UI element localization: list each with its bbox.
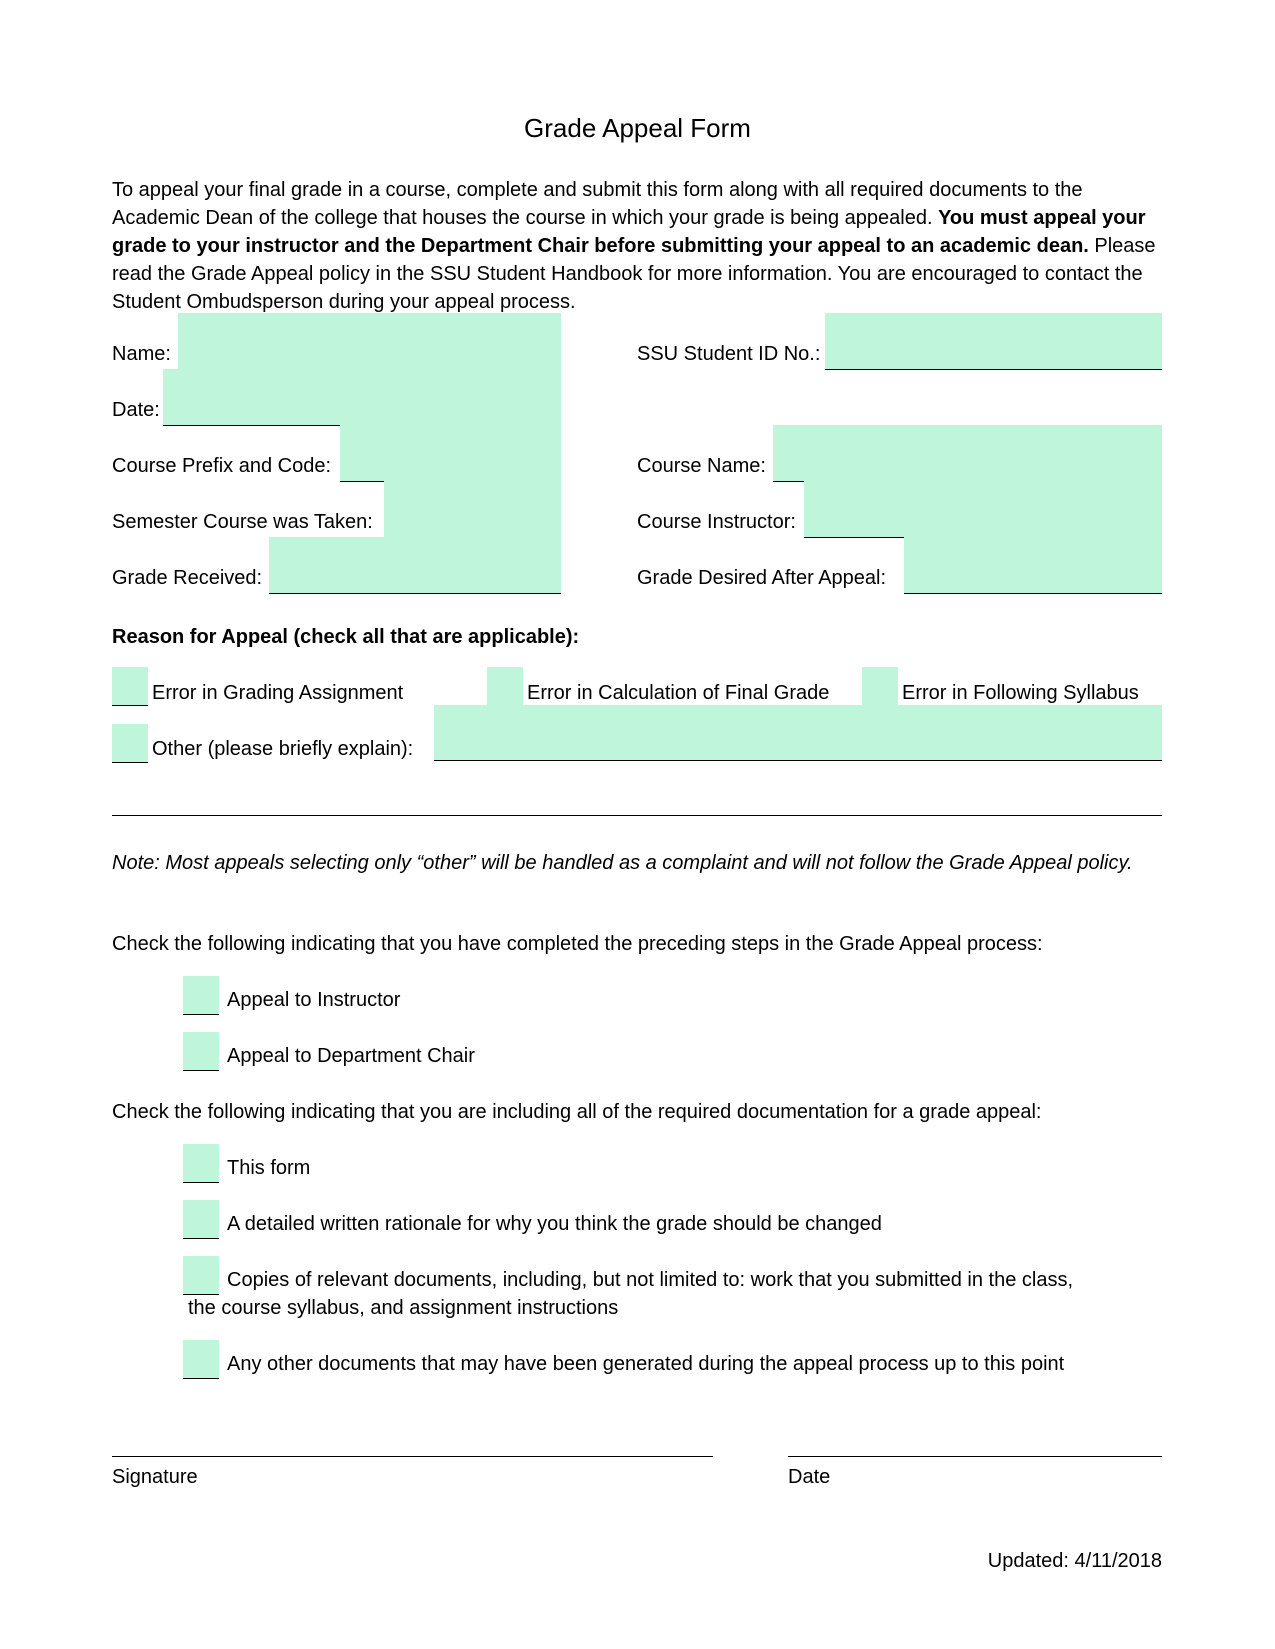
course-name-field[interactable] (773, 425, 1162, 482)
date-field[interactable] (163, 369, 561, 426)
checkbox-calculation-final-grade[interactable] (487, 667, 523, 706)
step-appeal-instructor: Appeal to Instructor (227, 989, 401, 1011)
semester-label: Semester Course was Taken: (112, 511, 373, 533)
student-id-field[interactable] (825, 313, 1162, 370)
intro-bold-text: You must appeal your grade to your instructor and the Department Chair before submitting your appeal to an academic dean. (112, 207, 1146, 257)
checkbox-grading-assignment[interactable] (112, 667, 148, 706)
date-label: Date: (112, 399, 160, 421)
checkbox-other[interactable] (112, 724, 148, 763)
doc-relevant-documents: Copies of relevant documents, including, but not limited to: work that you submitted in the class, (227, 1269, 1073, 1291)
instructor-field[interactable] (804, 481, 1162, 538)
step-appeal-department-chair: Appeal to Department Chair (227, 1045, 475, 1067)
grade-received-label: Grade Received: (112, 567, 263, 589)
checkbox-appeal-department-chair[interactable] (183, 1032, 219, 1071)
doc-this-form: This form (227, 1157, 311, 1179)
signature-date-label: Date (788, 1466, 831, 1488)
doc-other-documents: Any other documents that may have been generated during the appeal process up to this point (227, 1353, 1065, 1375)
name-field[interactable] (178, 313, 561, 370)
signature-label: Signature (112, 1466, 198, 1488)
checkbox-this-form[interactable] (183, 1144, 219, 1183)
other-explanation-field[interactable] (434, 705, 1162, 761)
reason-option-syllabus: Error in Following Syllabus (902, 682, 1139, 704)
checkbox-relevant-documents[interactable] (183, 1256, 219, 1295)
steps-intro: Check the following indicating that you have completed the preceding steps in the Grade Appeal process: (112, 933, 1043, 955)
intro-text-2: Please read the Grade Appeal policy in the SSU Student Handbook for more information. You are encouraged to contact the Student Ombudsperson during your appeal process. (112, 235, 1156, 313)
docs-intro: Check the following indicating that you are including all of the required documentation for a grade appeal: (112, 1101, 1042, 1123)
signature-date-line[interactable] (788, 1456, 1162, 1457)
course-name-label: Course Name: (637, 455, 766, 477)
course-prefix-field[interactable] (340, 425, 561, 482)
student-id-label: SSU Student ID No.: (637, 343, 821, 365)
intro-paragraph (112, 176, 1172, 316)
checkbox-other-documents[interactable] (183, 1340, 219, 1379)
semester-field[interactable] (384, 481, 561, 538)
reason-option-grading: Error in Grading Assignment (152, 682, 404, 704)
doc-written-rationale: A detailed written rationale for why you think the grade should be changed (227, 1213, 882, 1235)
page-title: Grade Appeal Form (524, 113, 751, 143)
instructor-label: Course Instructor: (637, 511, 796, 533)
grade-received-field[interactable] (269, 537, 561, 594)
checkbox-following-syllabus[interactable] (862, 667, 898, 706)
doc-relevant-documents-cont: the course syllabus, and assignment instructions (188, 1297, 619, 1319)
other-explanation-line-2[interactable] (112, 815, 1162, 816)
reason-heading: Reason for Appeal (check all that are applicable): (112, 626, 580, 648)
note-text: Note: Most appeals selecting only “other” will be handled as a complaint and will not follow the Grade Appeal policy. (112, 852, 1133, 874)
reason-option-other: Other (please briefly explain): (152, 738, 414, 760)
name-label: Name: (112, 343, 171, 365)
signature-line[interactable] (112, 1456, 713, 1457)
checkbox-appeal-instructor[interactable] (183, 976, 219, 1015)
reason-option-calculation: Error in Calculation of Final Grade (527, 682, 830, 704)
grade-desired-label: Grade Desired After Appeal: (637, 567, 887, 589)
course-prefix-label: Course Prefix and Code: (112, 455, 332, 477)
grade-desired-field[interactable] (904, 537, 1162, 594)
intro-text-1: To appeal your final grade in a course, complete and submit this form along with all required documents to the Academic Dean of the college that houses the course in which your grade is being appealed. (112, 179, 1083, 229)
checkbox-written-rationale[interactable] (183, 1200, 219, 1239)
updated-date: Updated: 4/11/2018 (987, 1550, 1162, 1572)
